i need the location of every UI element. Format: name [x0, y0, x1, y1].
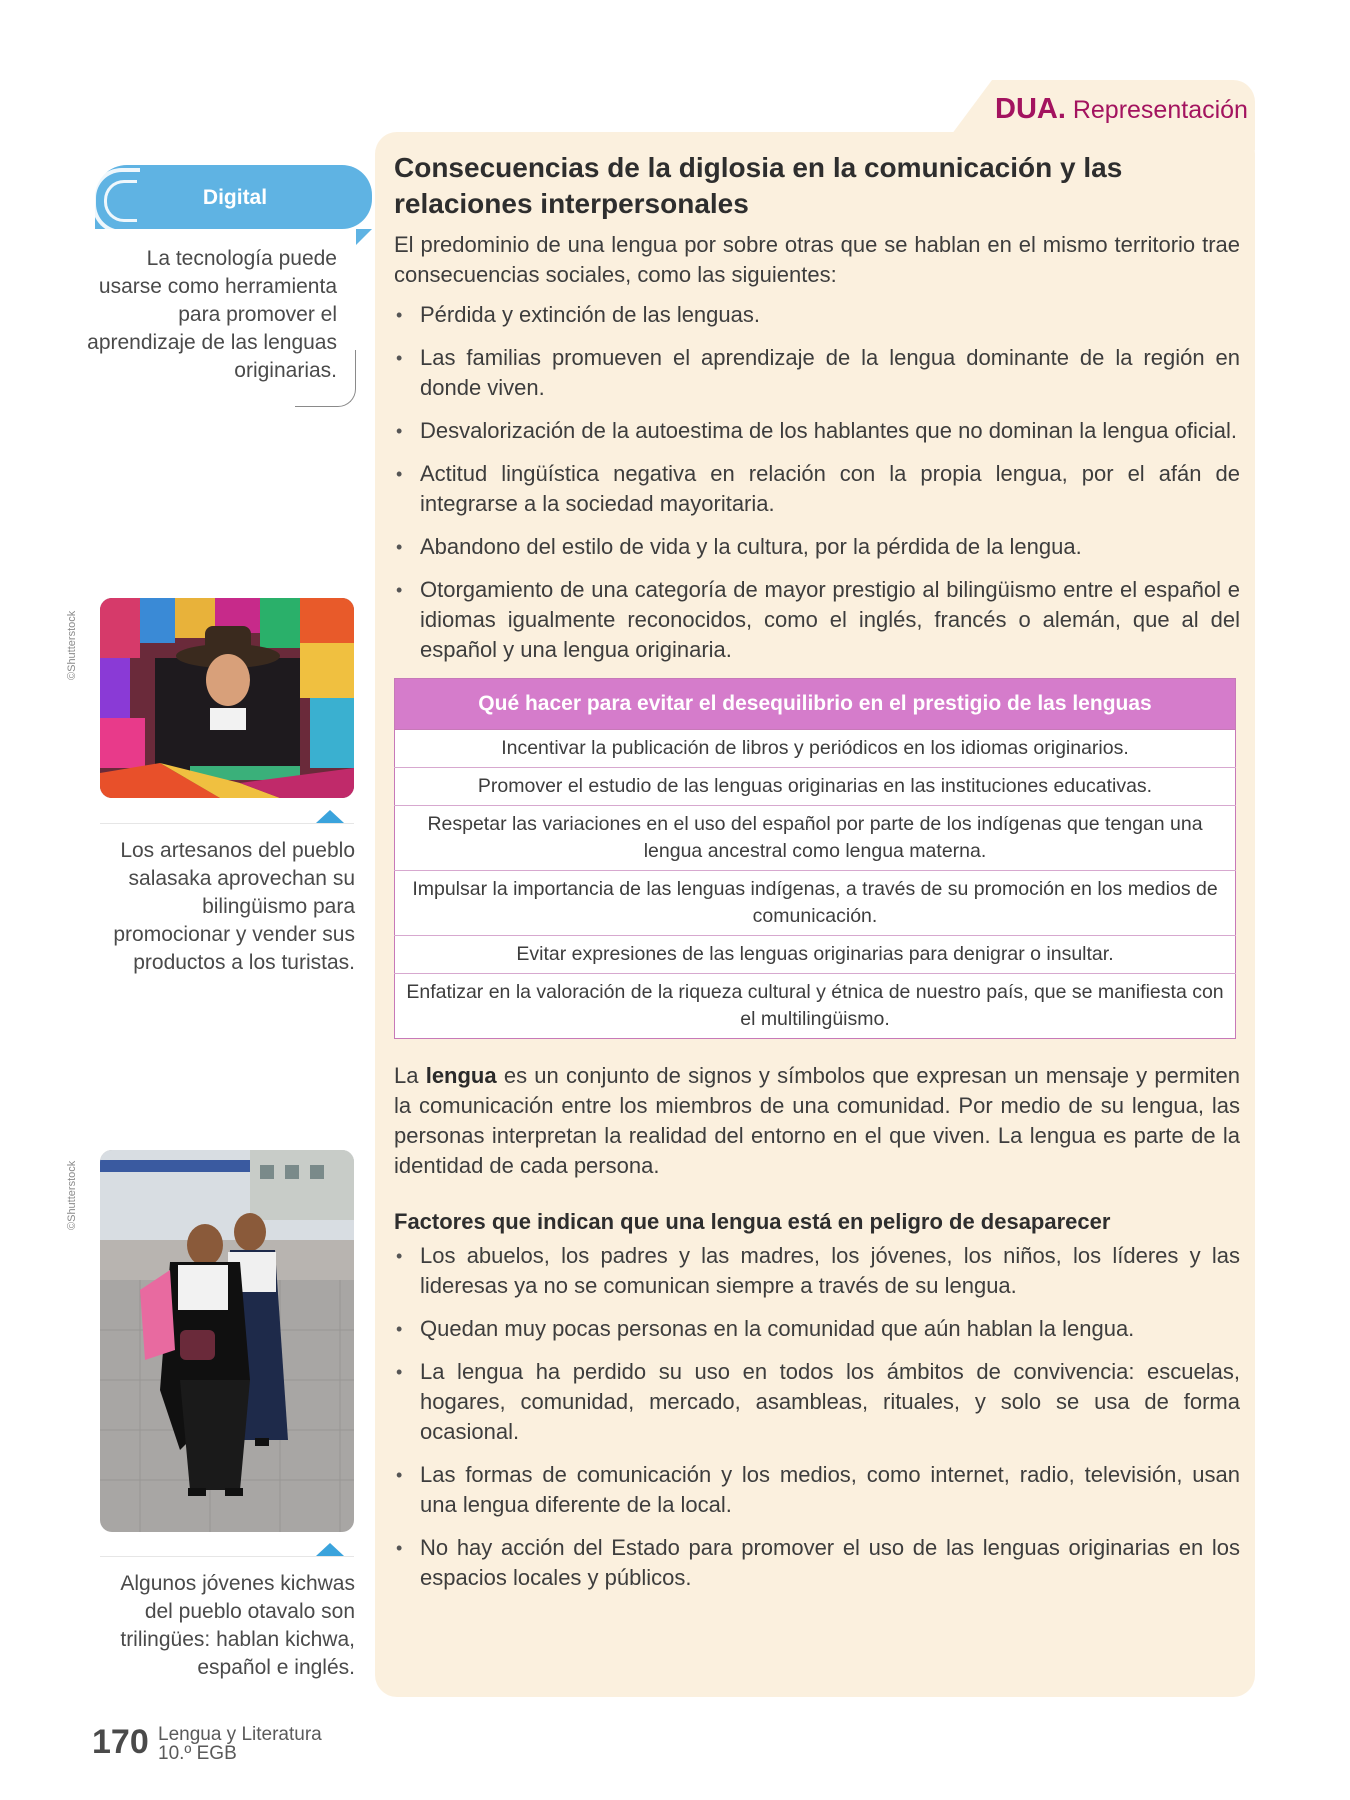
caption-separator — [100, 823, 354, 824]
table-row — [395, 806, 1236, 871]
main-content — [394, 150, 1240, 1606]
factors-list — [394, 1241, 1240, 1593]
kichwa-youth-photo — [100, 1150, 354, 1532]
list-item: • Las familias promueven el aprendizaje de la lengua dominante de la región en donde viven. — [394, 343, 1240, 403]
list-item: • Los abuelos, los padres y las madres, los jóvenes, los niños, los líderes y las lideresas ya no se comunican siempre a través de su lengua. — [394, 1241, 1240, 1301]
photo-credit: ©Shutterstock — [66, 610, 78, 680]
table-cell: Impulsar la importancia de las lenguas indígenas, a través de su promoción en los medios de comunicación. — [395, 871, 1236, 936]
caption-pointer-icon — [316, 1543, 344, 1556]
section-title: Consecuencias de la diglosia en la comunicación y las relaciones interpersonales — [394, 152, 1123, 219]
table-row — [395, 936, 1236, 974]
table-cell: Evitar expresiones de las lenguas originarias para denigrar o insultar. — [395, 936, 1236, 974]
table-cell: Respetar las variaciones en el uso del español por parte de los indígenas que tengan una lengua ancestral como lengua materna. — [395, 806, 1236, 871]
artisan-photo — [100, 598, 354, 798]
table-cell: Incentivar la publicación de libros y periódicos en los idiomas originarios. — [395, 730, 1236, 768]
table-row — [395, 974, 1236, 1039]
photo-credit: ©Shutterstock — [66, 1160, 78, 1230]
lengua-definition: La lengua es un conjunto de signos y símbolos que expresan un mensaje y permiten la comunicación entre los miembros de una comunidad. Por medio de su lengua, las personas interpretan la realidad del entorno en el que viven. La lengua es parte de la identidad de cada persona. — [394, 1063, 1240, 1178]
table-row — [395, 768, 1236, 806]
digital-text: La tecnología puede usarse como herramienta para promover el aprendizaje de las lenguas originarias. — [87, 247, 337, 382]
subject-label — [158, 1725, 322, 1763]
list-item: • Pérdida y extinción de las lenguas. — [394, 300, 1240, 330]
subject-name: Lengua y Literatura — [158, 1724, 322, 1745]
grade-label: 10.º EGB — [158, 1743, 237, 1764]
list-item: • Quedan muy pocas personas en la comunidad que aún hablan la lengua. — [394, 1314, 1240, 1344]
caption-pointer-icon — [316, 810, 344, 823]
digital-label: Digital — [202, 186, 268, 209]
list-item: • Desvalorización de la autoestima de los hablantes que no dominan la lengua oficial. — [394, 416, 1240, 446]
intro-paragraph: El predominio de una lengua por sobre otras que se hablan en el mismo territorio trae consecuencias sociales, como las siguientes: — [394, 232, 1240, 287]
table-cell: Promover el estudio de las lenguas originarias en las instituciones educativas. — [395, 768, 1236, 806]
dua-label: DUA. Representación — [995, 93, 1248, 125]
caption-separator — [100, 1556, 354, 1557]
table-row — [395, 730, 1236, 768]
list-item: • La lengua ha perdido su uso en todos los ámbitos de convivencia: escuelas, hogares, comunidad, mercado, asambleas, rituales, y solo se usa de forma ocasional. — [394, 1357, 1240, 1447]
page-number: 170 — [92, 1723, 149, 1761]
prestige-table — [394, 678, 1236, 1039]
list-item: • Actitud lingüística negativa en relación con la propia lengua, por el afán de integrarse a la sociedad mayoritaria. — [394, 459, 1240, 519]
consequences-list — [394, 300, 1240, 665]
factors-title: Factores que indican que una lengua está en peligro de desaparecer — [394, 1209, 1111, 1234]
photo-caption: Los artesanos del pueblo salasaka aprovechan su bilingüismo para promocionar y vender sus productos a los turistas. — [113, 839, 355, 974]
table-cell: Enfatizar en la valoración de la riqueza cultural y étnica de nuestro país, que se manifiesta con el multilingüismo. — [395, 974, 1236, 1039]
list-item: • Otorgamiento de una categoría de mayor prestigio al bilingüismo entre el español e idiomas igualmente reconocidos, como el inglés, francés o alemán, que al del español y una lengua originaria. — [394, 575, 1240, 665]
digital-corner-line — [295, 350, 356, 407]
table-row — [395, 871, 1236, 936]
list-item: • Abandono del estilo de vida y la cultura, por la pérdida de la lengua. — [394, 532, 1240, 562]
list-item: • Las formas de comunicación y los medios, como internet, radio, televisión, usan una lengua diferente de la local. — [394, 1460, 1240, 1520]
table-header: Qué hacer para evitar el desequilibrio en el prestigio de las lenguas — [395, 679, 1236, 730]
lengua-term: lengua — [425, 1063, 497, 1088]
digital-notch — [356, 229, 372, 245]
photo-caption: Algunos jóvenes kichwas del pueblo otavalo son trilingües: hablan kichwa, español e inglés. — [120, 1572, 355, 1679]
digital-c-inner-icon — [104, 180, 137, 222]
list-item: • No hay acción del Estado para promover el uso de las lenguas originarias en los espacios locales y públicos. — [394, 1533, 1240, 1593]
